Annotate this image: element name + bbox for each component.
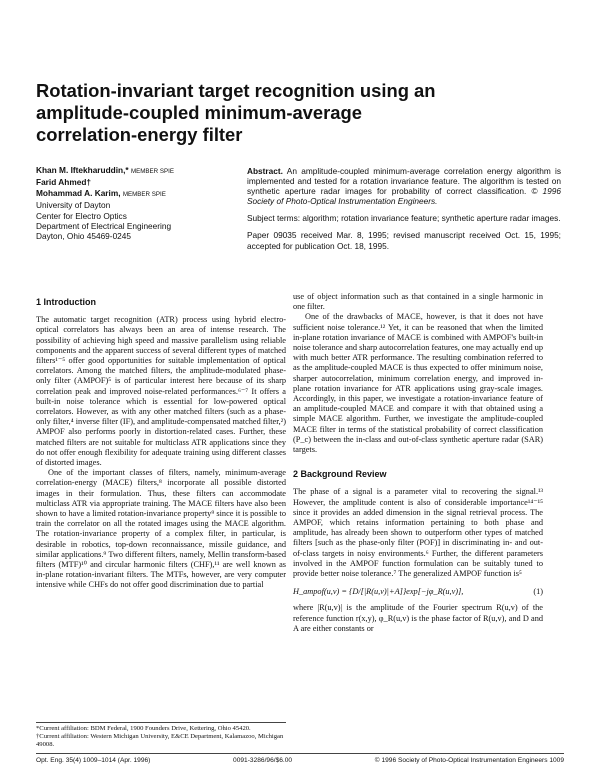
affiliation-line: Dayton, Ohio 45469-0245 xyxy=(36,231,132,242)
right-column xyxy=(293,292,543,634)
equation-body: H_ampof(u,v) = {D/[|R(u,v)|+A]}exp[−jφ_R(u,v)], xyxy=(293,587,464,597)
author-1: Khan M. Iftekharuddin,* xyxy=(36,165,129,175)
page-footer xyxy=(36,753,564,764)
affiliation-line: Department of Electrical Engineering xyxy=(36,221,172,232)
author-2: Farid Ahmed† xyxy=(36,177,92,188)
left-column xyxy=(36,297,286,591)
author-3: Mohammad A. Karim, xyxy=(36,187,121,198)
section-heading-background: 2 Background Review xyxy=(293,469,387,480)
abstract-label: Abstract. xyxy=(247,166,283,176)
equation-number: (1) xyxy=(533,587,543,597)
abstract-text: An amplitude-coupled minimum-average correlation energy algorithm is implemented and tested for a rotation invariance feature. The algorithm is tested on synthetic aperture radar images for probability of correct classification. xyxy=(247,166,561,197)
intro-paragraph-3: use of object information such as that contained in a single harmonic in one filter. xyxy=(293,292,543,312)
footnotes xyxy=(36,722,286,750)
abstract-copyright: © 1996 Society of Photo-Optical Instrumentation Engineers. xyxy=(247,186,561,207)
intro-paragraph-2: One of the important classes of filters, namely, minimum-average correlation-energy (MACE) filters,⁸ incorporate all possible distorted images in their formulation. Thus, these filters can accommodate multiclass ATR via appropriate training. The MACE filters have also been shown to have a limited rotation-invariance property⁹ since it is possible to train the correlator on all the rotated images using the MACE algorithm. The rotation-invariance property of a complex filter, in particular, is desirable in robotics, top-down reconnaissance, missile guidance, and similar applications.⁹ Two different filters, namely, Mellin transform-based filters (MTF)¹⁰ and circular harmonic filters (CHF),¹¹ are well known as in-plane rotation-invariant filters. The MTFs, however, are very computer intensive while CHFs do not offer good discrimination due to partial xyxy=(36,468,286,590)
intro-paragraph-4: One of the drawbacks of MACE, however, is that it does not have sufficient noise tolerance.¹² Yet, it can be reasoned that when the limited in-plane rotation invariance of MACE is combined with AMPOF's built-in noise tolerance and sharp autocorrelation features, one may actually end up with much better ATR performance. The resulting combination referred to as the amplitude-coupled MACE is thus expected to offer minimum noise, sharper autocorrelation, minimum correlation energy, and improved in-plane rotation invariance for ATR applications using gray-scale images. Accordingly, in this paper, we investigate a rotation-invariance feature of an amplitude-coupled MACE and compare it with that obtained using a simple MACE algorithm. Further, we investigate the amplitude-coupled MACE filter in terms of the statistical probability of correct classification (P_c) between the in-class and out-of-class synthetic aperture radar (SAR) targets. xyxy=(293,312,543,455)
author-3-membership: MEMBER SPIE xyxy=(122,190,166,198)
section-heading-introduction: 1 Introduction xyxy=(36,297,96,307)
footnote-1: *Current affiliation: BDM Federal, 1900 Founders Drive, Kettering, Ohio 45420. xyxy=(36,725,251,732)
footnote-2: †Current affiliation: Western Michigan University, E&CE Department, Kalamazoo, Michigan 49008. xyxy=(36,733,284,749)
issn-price: 0091-3286/96/$6.00 xyxy=(233,757,293,764)
author-block xyxy=(36,165,236,242)
footer-copyright: © 1996 Society of Photo-Optical Instrumentation Engineers 1009 xyxy=(374,757,564,764)
paper-info: Paper 09035 received Mar. 8, 1995; revised manuscript received Oct. 15, 1995; accepted for publication Oct. 18, 1995. xyxy=(247,230,561,251)
author-1-membership: MEMBER SPIE xyxy=(130,168,174,175)
journal-citation: Opt. Eng. 35(4) 1009–1014 (Apr. 1996) xyxy=(36,757,151,764)
background-paragraph-1: The phase of a signal is a parameter vital to recovering the signal.¹³ However, the amplitude content is also of considerable importance¹⁴⁻¹⁵ since it provides an added dimension in the signal retrieval process. The AMPOF, which retains information pertaining to both phase and amplitude, has already been shown to outperform other types of matched filters [such as the phase-only filter (POF)] in discriminating in- and out-of-class targets in noisy environments.⁶ Further, the different parameters involved in the AMPOF function formulation can be suitably tuned to provide better noise tolerance.⁷ The generalized AMPOF function is⁵ xyxy=(293,487,543,579)
abstract-block xyxy=(247,166,561,251)
paper-title: Rotation-invariant target recognition using an amplitude-coupled minimum-average correlation-energy filter xyxy=(36,80,436,145)
affiliation-line: Center for Electro Optics xyxy=(36,210,127,221)
background-paragraph-2: where |R(u,v)| is the amplitude of the Fourier spectrum R(u,v) of the reference function r(x,y), φ_R(u,v) is the phase factor of R(u,v), and D and A are either constants or xyxy=(293,603,543,633)
equation-1 xyxy=(293,587,543,597)
affiliation-line: University of Dayton xyxy=(36,200,111,211)
subject-terms: Subject terms: algorithm; rotation invariance feature; synthetic aperture radar images. xyxy=(247,213,561,224)
intro-paragraph-1: The automatic target recognition (ATR) process using hybrid electro-optical correlators has always been an area of intense research. The possibility of achieving high speed and massive parallelism using reliable components and the apparent success of several different types of matched filters¹⁻⁵ offer good opportunities for suitable implementation of optical correlators. Among the matched filters, the amplitude-modulated phase-only filter (AMPOF)⁵ is of particular interest here because of its sharp correlation peak and improved noise-related performances.⁶⁻⁷ It offers a built-in noise tolerance which is essential for low-powered optical correlators. However, as with any other matched filters (such as a phase-only filter,⁴ inverse filter (IF), and amplitude-compensated matched filter,²) AMPOF also performs poorly in distortion-related cases. Further, these matched filters are not suitable for multiclass ATR applications since they do not offer enough flexibility for adequate training using different classes of distorted images. xyxy=(36,315,286,468)
